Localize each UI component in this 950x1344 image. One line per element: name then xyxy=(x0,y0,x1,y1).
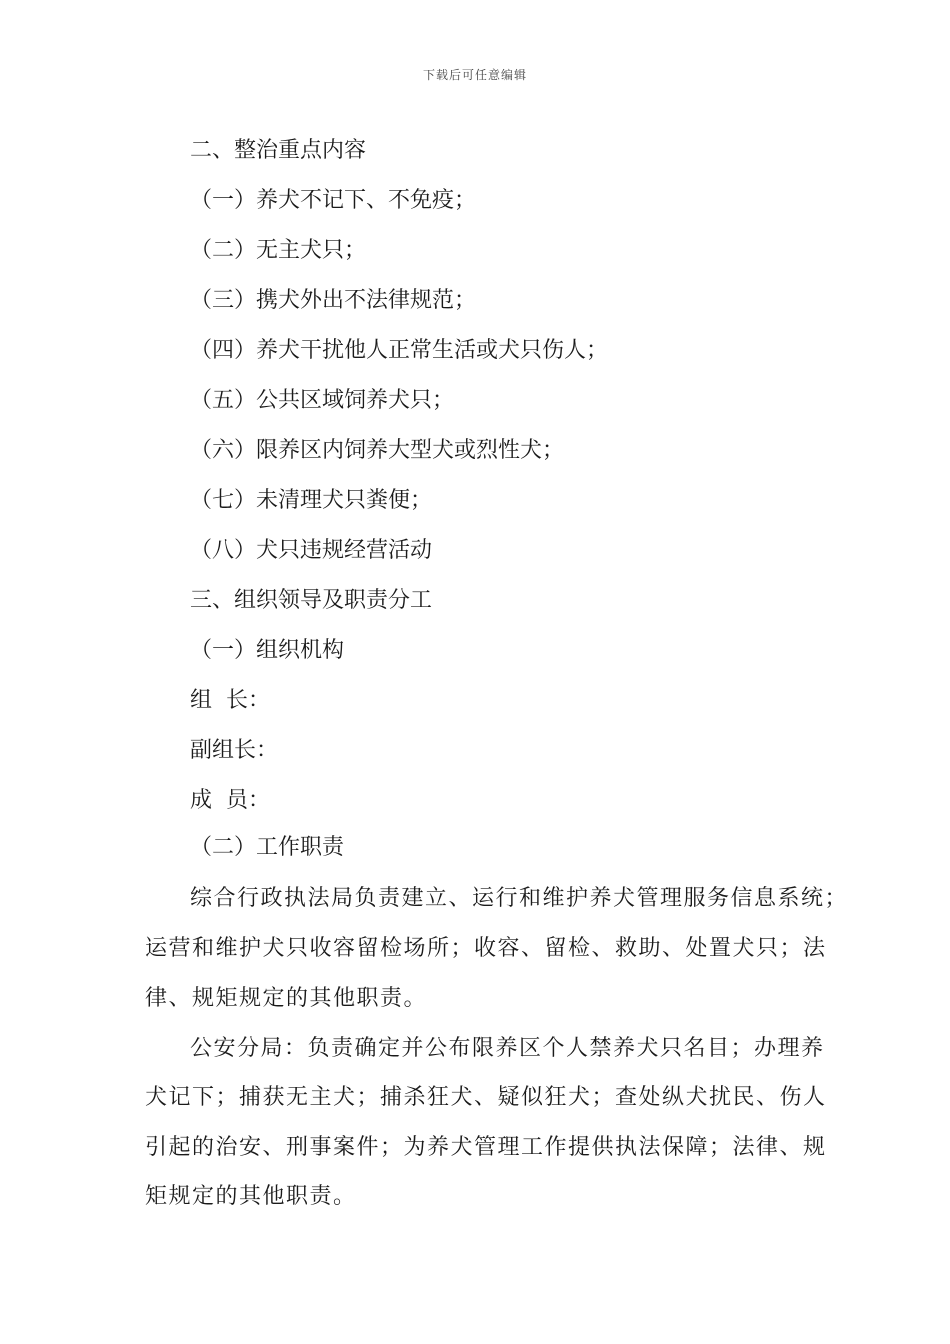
header-note: 下载后可任意编辑 xyxy=(422,68,527,82)
subheading-organization: （一）组织机构 xyxy=(190,638,345,663)
list-item: （二）无主犬只； xyxy=(190,238,367,263)
paragraph-line: 矩规定的其他职责。 xyxy=(145,1184,357,1209)
paragraph-line: 犬记下；捕获无主犬；捕杀狂犬、疑似狂犬；查处纵犬扰民、伤人 xyxy=(145,1085,827,1110)
list-item: （四）养犬干扰他人正常生活或犬只伤人； xyxy=(190,338,609,363)
paragraph-line: 运营和维护犬只收容留检场所；收容、留检、救助、处置犬只；法 xyxy=(145,936,827,961)
section-heading-3: 三、组织领导及职责分工 xyxy=(190,588,433,613)
list-item: （六）限养区内饲养大型犬或烈性犬； xyxy=(190,438,565,463)
paragraph-line: 引起的治安、刑事案件；为养犬管理工作提供执法保障；法律、规 xyxy=(145,1135,827,1160)
list-item: （三）携犬外出不法律规范； xyxy=(190,288,477,313)
deputy-leader-label: 副组长： xyxy=(190,738,279,763)
paragraph-line: 公安分局：负责确定并公布限养区个人禁养犬只名目；办理养 xyxy=(190,1036,825,1061)
paragraph-line: 律、规矩规定的其他职责。 xyxy=(145,986,428,1011)
list-item: （五）公共区域饲养犬只； xyxy=(190,388,455,413)
list-item: （八）犬只违规经营活动 xyxy=(190,538,433,563)
section-heading-2: 二、整治重点内容 xyxy=(190,138,367,163)
leader-label: 组 长： xyxy=(190,688,270,713)
members-label: 成 员： xyxy=(190,788,270,813)
list-item: （七）未清理犬只粪便； xyxy=(190,488,433,513)
paragraph-line: 综合行政执法局负责建立、运行和维护养犬管理服务信息系统； xyxy=(190,886,849,911)
list-item: （一）养犬不记下、不免疫； xyxy=(190,188,477,213)
subheading-duties: （二）工作职责 xyxy=(190,835,345,860)
